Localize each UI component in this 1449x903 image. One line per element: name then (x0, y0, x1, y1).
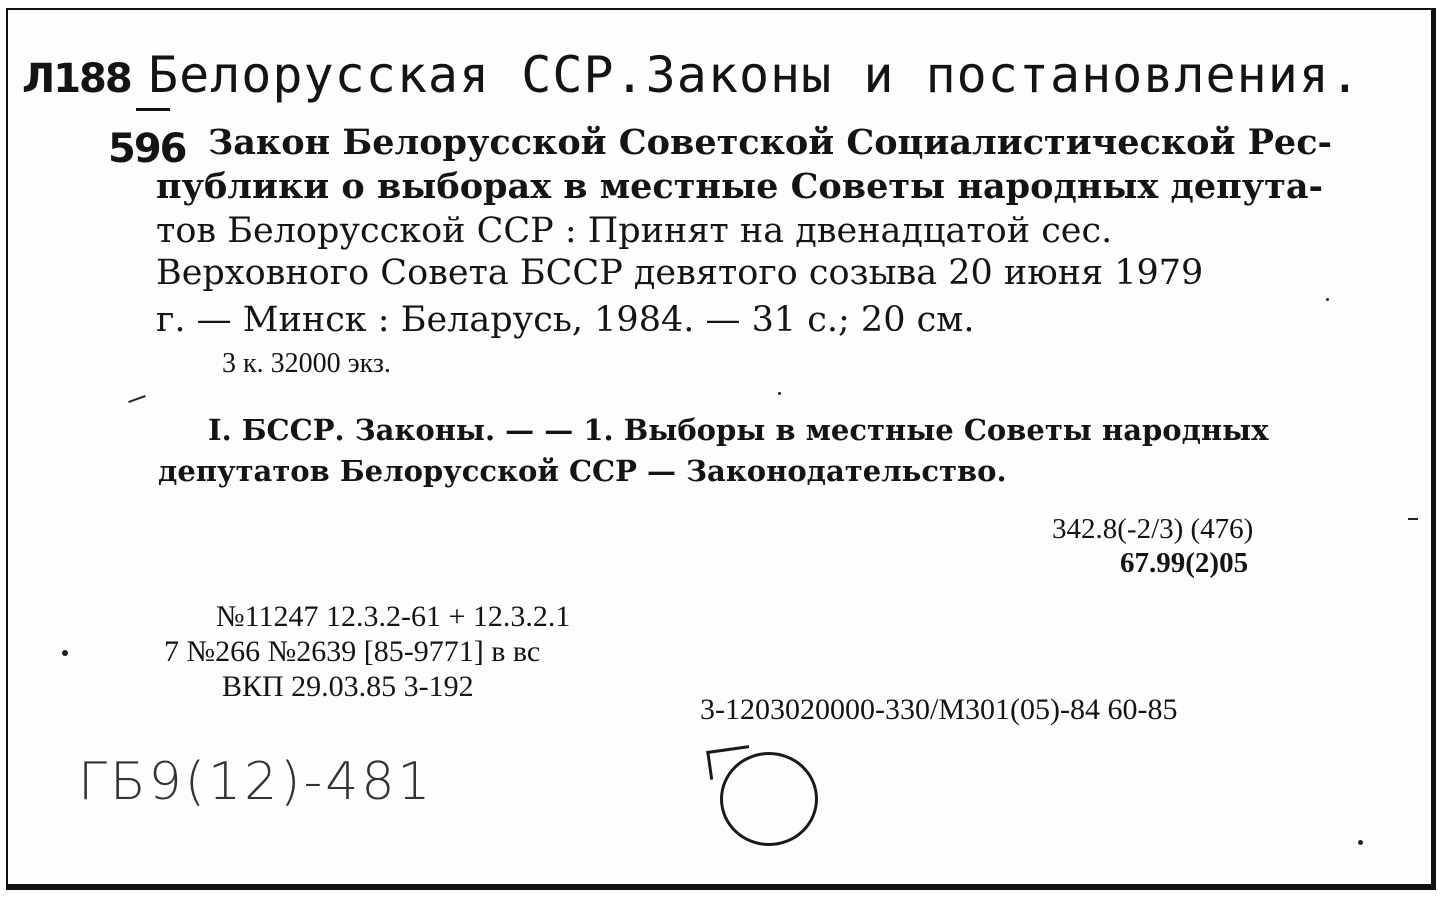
shelf-mark: Л188 (22, 56, 131, 102)
heading: Белорусская ССР.Законы и постановления. (148, 46, 1361, 104)
cutter-number: 596 (108, 126, 186, 172)
speck (1408, 518, 1418, 520)
catalog-card (6, 8, 1436, 890)
title-line-3: тов Белорусской ССР : Принят на двенадцатой сес. (156, 211, 1113, 251)
accession-line-1: №11247 12.3.2-61 + 12.3.2.1 (216, 600, 571, 633)
accession-line-2: 7 №266 №2639 [85-9771] в вс (164, 635, 541, 668)
udc-index: 342.8(-2/3) (476) (1052, 513, 1254, 545)
subject-line-2: депутатов Белорусской ССР — Законодательство. (158, 454, 1007, 488)
title-line-5: г. — Минск : Беларусь, 1984. — 31 с.; 20 см. (156, 300, 975, 340)
speck (1326, 298, 1329, 301)
title-line-2: публики о выборах в местные Советы народных депута- (156, 166, 1324, 207)
speck (128, 395, 146, 403)
isbn-line: 3-1203020000-330/М301(05)-84 60-85 (700, 693, 1178, 726)
title-line-1: Закон Белорусской Советской Социалистической Рес- (208, 122, 1333, 163)
speck (778, 392, 781, 395)
bbk-index: 67.99(2)05 (1120, 547, 1249, 579)
copies-info: 3 к. 32000 экз. (222, 348, 391, 379)
speck (1358, 840, 1363, 845)
accession-line-3: ВКП 29.03.85 3-192 (222, 670, 474, 703)
handwritten-code: ГБ9(12)-481 (78, 752, 434, 812)
subject-line-1: I. БССР. Законы. — — 1. Выборы в местные Советы народных (208, 413, 1269, 447)
circle-stamp (720, 752, 818, 846)
title-line-4: Верховного Совета БССР девятого созыва 20 июня 1979 (156, 253, 1204, 293)
speck (62, 650, 68, 656)
shelf-mark-underline (136, 108, 170, 111)
